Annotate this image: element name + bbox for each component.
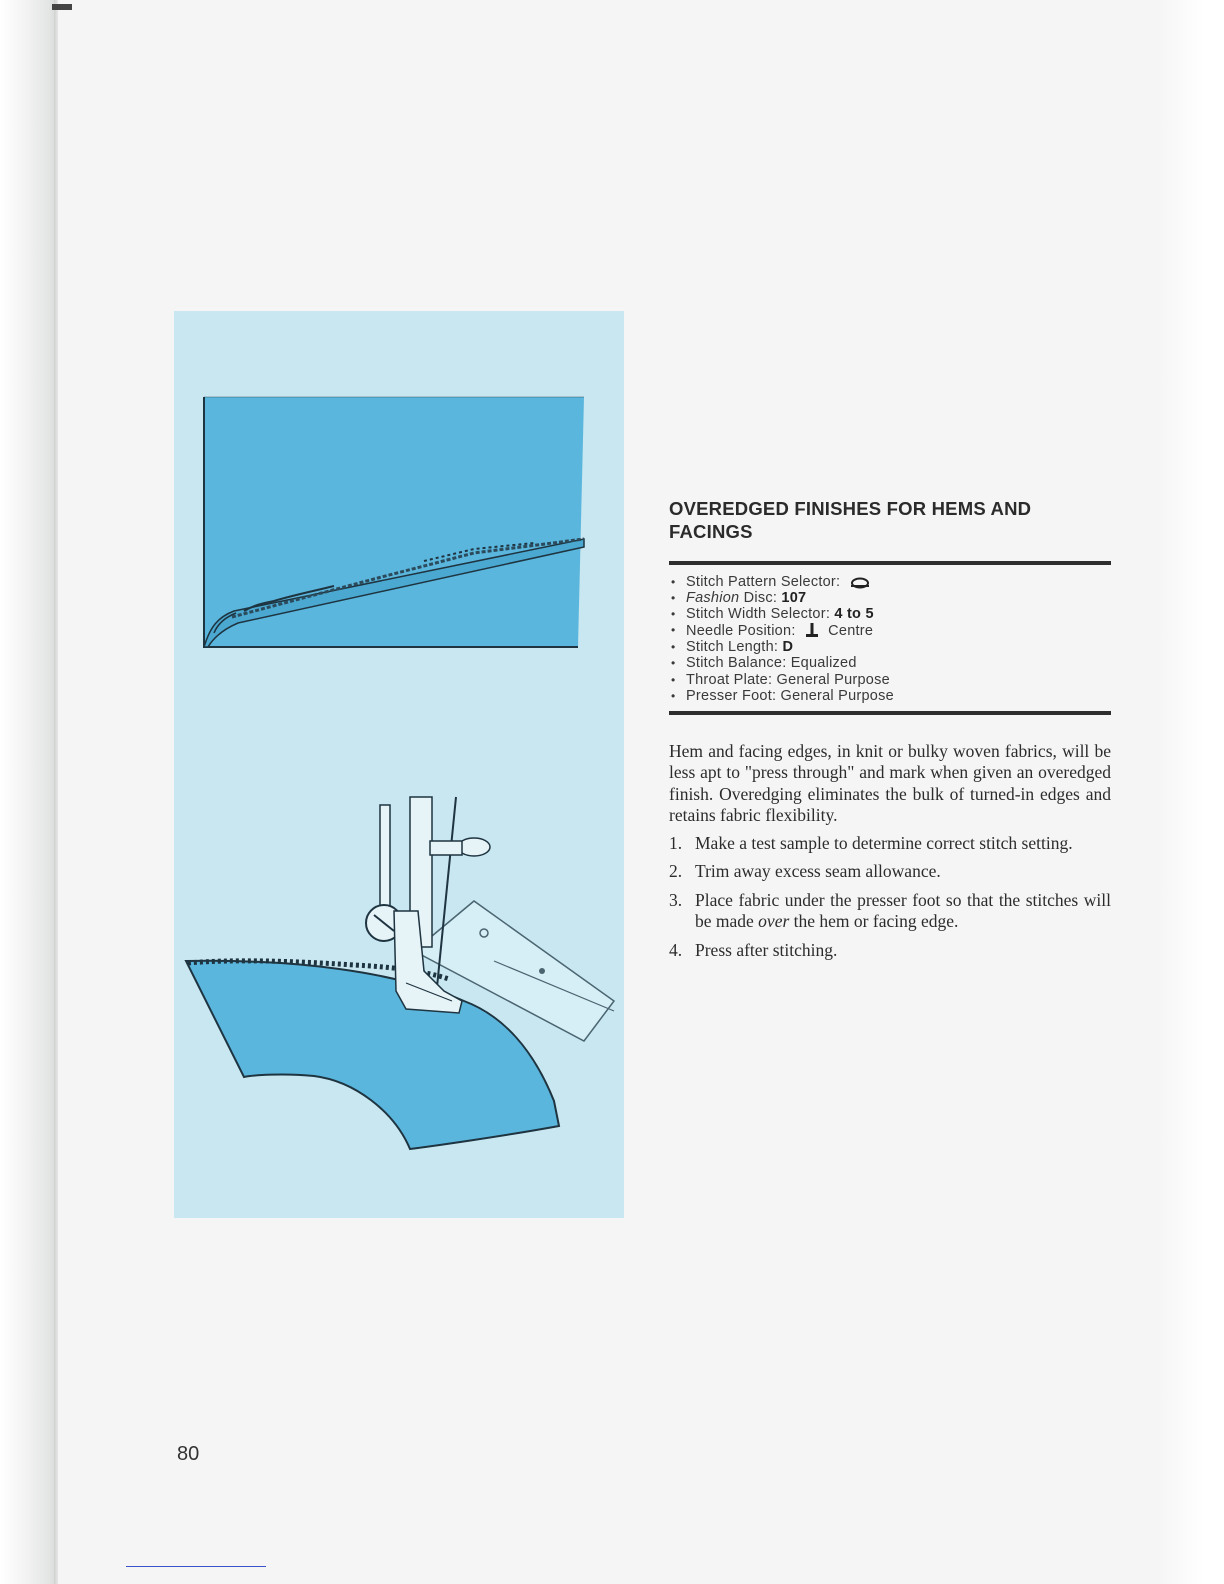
step-item: 4. Press after stitching.: [669, 939, 838, 960]
hem-illustration: [204, 397, 584, 647]
setting-stitch-length: • Stitch Length: D: [671, 639, 1111, 655]
presser-foot-illustration: [186, 797, 614, 1149]
setting-fashion-disc: • Fashion Disc: 107: [671, 590, 1111, 606]
settings-list: [669, 565, 1111, 711]
settings-bottom-rule: [669, 711, 1111, 715]
setting-throat-plate: • Throat Plate: General Purpose: [671, 672, 1111, 688]
needle-centre-icon: [804, 622, 820, 638]
step-item: 2. Trim away excess seam allowance.: [669, 861, 941, 882]
setting-needle-position: • Needle Position: Centre: [671, 622, 1111, 639]
intro-paragraph: Hem and facing edges, in knit or bulky woven fabrics, will be less apt to "press through" and mark when given an overedged finish. Overedging eliminates the bulk of turned-in edges and retains fabric flexibility.: [669, 740, 1111, 826]
steps-list: [669, 833, 1111, 962]
setting-stitch-pattern: • Stitch Pattern Selector:: [671, 574, 1111, 590]
illustration-panel: [174, 311, 624, 1218]
setting-presser-foot: • Presser Foot: General Purpose: [671, 688, 1111, 704]
step-item: 1. Make a test sample to determine correct stitch setting.: [669, 832, 1073, 853]
stitch-pattern-icon: [849, 577, 871, 589]
setting-stitch-width: • Stitch Width Selector: 4 to 5: [671, 606, 1111, 622]
section-title: OVEREDGED FINISHES FOR HEMS AND FACINGS: [669, 498, 1032, 542]
page-edge: [1160, 0, 1224, 1584]
sewing-illustration: [174, 311, 624, 1218]
setting-stitch-balance: • Stitch Balance: Equalized: [671, 655, 1111, 671]
page-number: 80: [177, 1443, 200, 1465]
footer-link-rule: [126, 1566, 266, 1567]
binding-shadow: [0, 0, 58, 1584]
instructions-column: [669, 497, 1111, 968]
binder-mark: [52, 4, 72, 10]
step-item: 3. Place fabric under the presser foot so that the stitches will be made over the hem or facing edge.: [669, 889, 1111, 932]
